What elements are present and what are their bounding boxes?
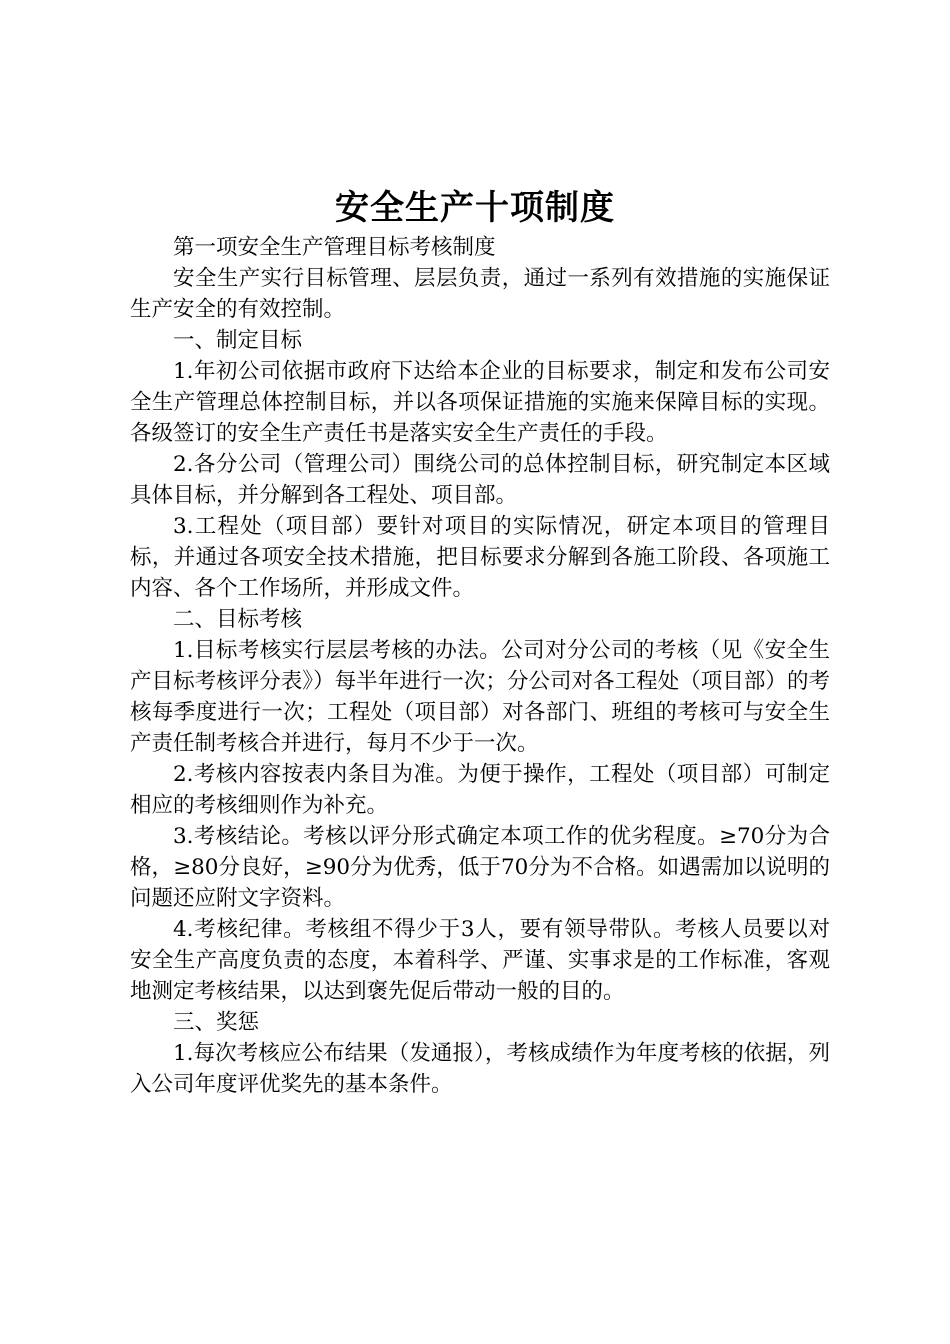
paragraph: 1.目标考核实行层层考核的办法。公司对分公司的考核（见《安全生产目标考核评分表》）每半年进行一次；分公司对各工程处（项目部）的考核每季度进行一次；工程处（项目部）对各部门、班组的考核可与安全生产责任制考核合并进行，每月不少于一次。 bbox=[130, 638, 830, 756]
subsection-heading: 一、制定目标 bbox=[173, 328, 303, 353]
paragraph: 1.每次考核应公布结果（发通报），考核成绩作为年度考核的依据，列入公司年度评优奖先的基本条件。 bbox=[130, 1041, 830, 1097]
paragraph: 4.考核纪律。考核组不得少于3人，要有领导带队。考核人员要以对安全生产高度负责的态度，本着科学、严谨、实事求是的工作标准，客观地测定考核结果，以达到褒先促后带动一般的目的。 bbox=[130, 917, 830, 1004]
intro-paragraph: 安全生产实行目标管理、层层负责，通过一系列有效措施的实施保证生产安全的有效控制。 bbox=[130, 266, 830, 322]
paragraph: 2.各分公司（管理公司）围绕公司的总体控制目标，研究制定本区域具体目标，并分解到各工程处、项目部。 bbox=[130, 452, 830, 508]
paragraph: 3.工程处（项目部）要针对项目的实际情况，研定本项目的管理目标，并通过各项安全技术措施，把目标要求分解到各施工阶段、各项施工内容、各个工作场所，并形成文件。 bbox=[130, 514, 830, 601]
document-body bbox=[130, 232, 830, 1100]
paragraph: 2.考核内容按表内条目为准。为便于操作，工程处（项目部）可制定相应的考核细则作为补充。 bbox=[130, 762, 830, 818]
subsection-heading: 二、目标考核 bbox=[173, 607, 303, 632]
section-heading: 第一项安全生产管理目标考核制度 bbox=[173, 235, 496, 260]
paragraph: 3.考核结论。考核以评分形式确定本项工作的优劣程度。≥70分为合格，≥80分良好，≥90分为优秀，低于70分为不合格。如遇需加以说明的问题还应附文字资料。 bbox=[130, 824, 830, 911]
paragraph: 1.年初公司依据市政府下达给本企业的目标要求，制定和发布公司安全生产管理总体控制目标，并以各项保证措施的实施来保障目标的实现。各级签订的安全生产责任书是落实安全生产责任的手段。 bbox=[130, 359, 830, 446]
document-title: 安全生产十项制度 bbox=[335, 188, 615, 228]
subsection-heading: 三、奖惩 bbox=[173, 1010, 260, 1035]
